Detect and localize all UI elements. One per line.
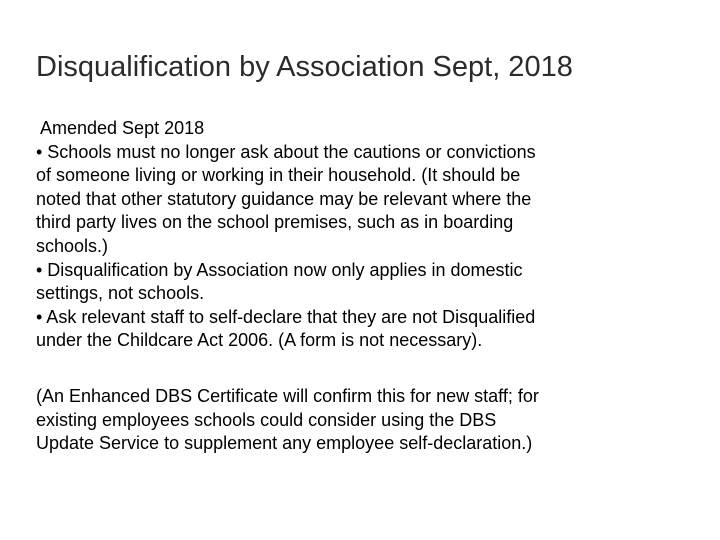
bullet-2-line-2: settings, not schools. xyxy=(36,283,205,304)
bullet-2-line-1: • Disqualification by Association now only applies in domestic xyxy=(36,259,523,280)
paragraph-gap xyxy=(36,353,676,385)
bullet-3-line-2: under the Childcare Act 2006. (A form is not necessary). xyxy=(36,330,483,351)
slide-title: Disqualification by Association Sept, 2018 xyxy=(36,51,573,83)
bullet-1-line-4: third party lives on the school premises, such as in boarding xyxy=(36,212,514,233)
subtitle: Amended Sept 2018 xyxy=(40,118,205,138)
bullet-1-line-3: noted that other statutory guidance may be relevant where the xyxy=(36,188,532,209)
bullet-1-line-1: • Schools must no longer ask about the cautions or convictions xyxy=(36,141,536,162)
note-line-1: (An Enhanced DBS Certificate will confirm this for new staff; for xyxy=(36,385,539,406)
bullet-1-line-2: of someone living or working in their household. (It should be xyxy=(36,165,521,186)
bullet-1-line-5: schools.) xyxy=(36,235,109,256)
bullet-3-line-1: • Ask relevant staff to self-declare that they are not Disqualified xyxy=(36,306,536,327)
slide-body xyxy=(36,117,676,456)
note-line-2: existing employees schools could consider using the DBS xyxy=(36,409,497,430)
note-line-3: Update Service to supplement any employee self-declaration.) xyxy=(36,433,533,454)
